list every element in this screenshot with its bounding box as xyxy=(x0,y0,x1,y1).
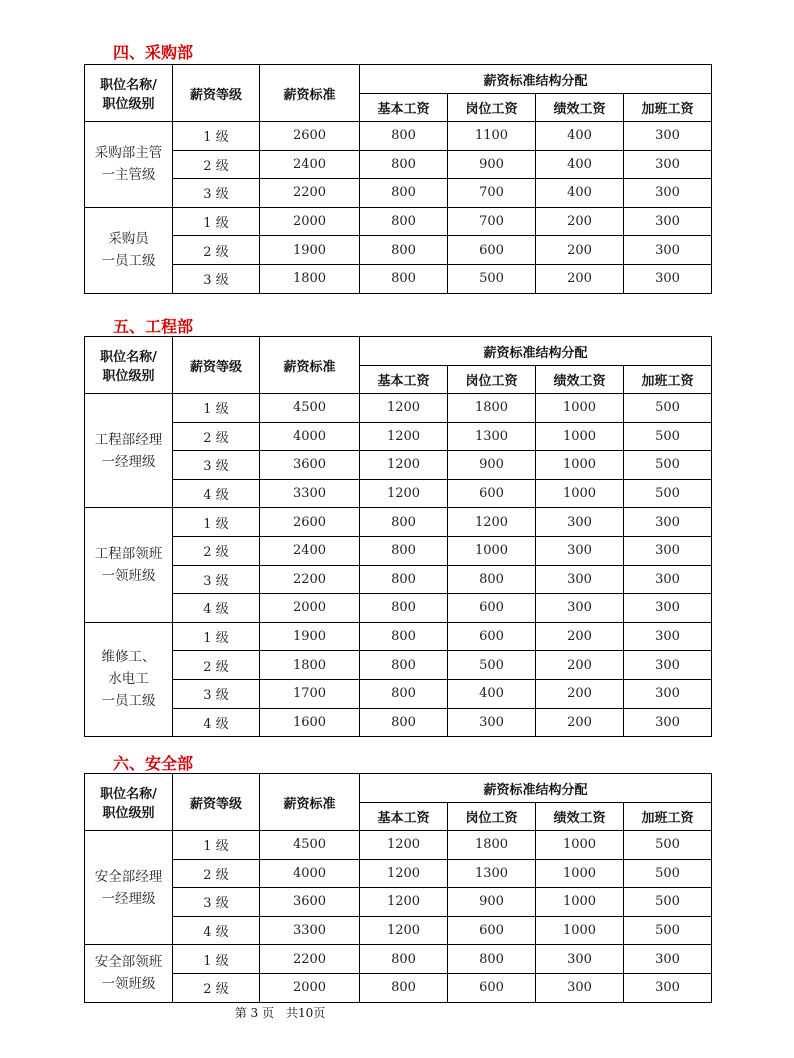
standard-cell: 2200 xyxy=(260,565,360,594)
grade-cell: 1 级 xyxy=(173,622,260,651)
header-basic: 基本工资 xyxy=(360,803,448,831)
grade-cell: 1 级 xyxy=(173,207,260,236)
standard-cell: 2600 xyxy=(260,122,360,151)
position-name-line: 一员工级 xyxy=(101,693,156,710)
basic-cell: 800 xyxy=(360,945,448,974)
overtime-cell: 300 xyxy=(624,122,712,151)
grade-cell: 3 级 xyxy=(173,679,260,708)
header-position-line: 职位级别 xyxy=(102,806,155,821)
header-position-line: 职位名称/ xyxy=(100,787,157,802)
position-name-line: 安全部领班 xyxy=(94,954,163,971)
performance-cell: 300 xyxy=(536,508,624,537)
position-name-line: 一主管级 xyxy=(101,167,156,184)
grade-cell: 2 级 xyxy=(173,236,260,265)
performance-cell: 300 xyxy=(536,594,624,623)
overtime-cell: 300 xyxy=(624,264,712,293)
page-footer: 第 3 页 共10页 xyxy=(234,1006,326,1020)
performance-cell: 300 xyxy=(536,973,624,1002)
post-cell: 600 xyxy=(448,236,536,265)
position-cell xyxy=(85,945,173,1002)
basic-cell: 800 xyxy=(360,179,448,208)
performance-cell: 1000 xyxy=(536,859,624,888)
performance-cell: 300 xyxy=(536,565,624,594)
overtime-cell: 300 xyxy=(624,945,712,974)
standard-cell: 2200 xyxy=(260,179,360,208)
post-cell: 700 xyxy=(448,207,536,236)
standard-cell: 2600 xyxy=(260,508,360,537)
basic-cell: 1200 xyxy=(360,888,448,917)
basic-cell: 800 xyxy=(360,973,448,1002)
header-grade: 薪资等级 xyxy=(173,337,260,394)
overtime-cell: 300 xyxy=(624,973,712,1002)
post-cell: 600 xyxy=(448,479,536,508)
section-title-engineering: 五、工程部 xyxy=(113,317,194,336)
overtime-cell: 500 xyxy=(624,888,712,917)
standard-cell: 3300 xyxy=(260,479,360,508)
header-performance: 绩效工资 xyxy=(536,94,624,122)
overtime-cell: 300 xyxy=(624,150,712,179)
table-row xyxy=(85,479,712,508)
basic-cell: 1200 xyxy=(360,831,448,860)
table-row xyxy=(85,945,712,974)
post-cell: 500 xyxy=(448,264,536,293)
overtime-cell: 300 xyxy=(624,179,712,208)
standard-cell: 1800 xyxy=(260,264,360,293)
position-name-line: 一领班级 xyxy=(101,976,156,993)
performance-cell: 400 xyxy=(536,122,624,151)
basic-cell: 1200 xyxy=(360,916,448,945)
header-structure: 薪资标准结构分配 xyxy=(360,65,712,94)
overtime-cell: 300 xyxy=(624,236,712,265)
position-name-line: 安全部经理 xyxy=(94,868,163,885)
basic-cell: 800 xyxy=(360,236,448,265)
basic-cell: 1200 xyxy=(360,394,448,423)
standard-cell: 1900 xyxy=(260,622,360,651)
performance-cell: 1000 xyxy=(536,479,624,508)
overtime-cell: 500 xyxy=(624,451,712,480)
position-name-line: 水电工 xyxy=(108,671,149,688)
performance-cell: 1000 xyxy=(536,422,624,451)
grade-cell: 3 级 xyxy=(173,888,260,917)
standard-cell: 3600 xyxy=(260,451,360,480)
overtime-cell: 300 xyxy=(624,508,712,537)
grade-cell: 2 级 xyxy=(173,973,260,1002)
performance-cell: 300 xyxy=(536,945,624,974)
overtime-cell: 300 xyxy=(624,594,712,623)
basic-cell: 800 xyxy=(360,594,448,623)
basic-cell: 800 xyxy=(360,508,448,537)
overtime-cell: 500 xyxy=(624,422,712,451)
standard-cell: 4500 xyxy=(260,394,360,423)
header-position xyxy=(85,65,173,122)
header-grade: 薪资等级 xyxy=(173,774,260,831)
table-row xyxy=(85,622,712,651)
grade-cell: 2 级 xyxy=(173,150,260,179)
position-cell xyxy=(85,508,173,622)
performance-cell: 200 xyxy=(536,679,624,708)
header-overtime: 加班工资 xyxy=(624,94,712,122)
basic-cell: 800 xyxy=(360,150,448,179)
post-cell: 900 xyxy=(448,150,536,179)
grade-cell: 3 级 xyxy=(173,264,260,293)
header-structure: 薪资标准结构分配 xyxy=(360,337,712,366)
grade-cell: 3 级 xyxy=(173,565,260,594)
header-post: 岗位工资 xyxy=(448,366,536,394)
table-row xyxy=(85,594,712,623)
position-name-line: 维修工、 xyxy=(101,649,156,666)
table-row xyxy=(85,451,712,480)
table-row xyxy=(85,264,712,293)
overtime-cell: 500 xyxy=(624,859,712,888)
grade-cell: 3 级 xyxy=(173,451,260,480)
table-row xyxy=(85,207,712,236)
post-cell: 600 xyxy=(448,973,536,1002)
standard-cell: 1900 xyxy=(260,236,360,265)
grade-cell: 2 级 xyxy=(173,859,260,888)
table-row xyxy=(85,150,712,179)
basic-cell: 800 xyxy=(360,622,448,651)
standard-cell: 4000 xyxy=(260,422,360,451)
performance-cell: 400 xyxy=(536,179,624,208)
position-name-line: 一员工级 xyxy=(101,253,156,270)
table-row xyxy=(85,973,712,1002)
performance-cell: 200 xyxy=(536,622,624,651)
header-standard: 薪资标准 xyxy=(260,65,360,122)
standard-cell: 3300 xyxy=(260,916,360,945)
performance-cell: 400 xyxy=(536,150,624,179)
post-cell: 500 xyxy=(448,651,536,680)
table-row xyxy=(85,888,712,917)
table-row xyxy=(85,179,712,208)
header-grade: 薪资等级 xyxy=(173,65,260,122)
overtime-cell: 300 xyxy=(624,679,712,708)
position-name-line: 一经理级 xyxy=(101,453,156,470)
post-cell: 400 xyxy=(448,679,536,708)
overtime-cell: 300 xyxy=(624,622,712,651)
standard-cell: 4000 xyxy=(260,859,360,888)
header-standard: 薪资标准 xyxy=(260,337,360,394)
performance-cell: 200 xyxy=(536,708,624,737)
basic-cell: 800 xyxy=(360,708,448,737)
standard-cell: 2000 xyxy=(260,207,360,236)
salary-table-procurement xyxy=(84,64,712,294)
post-cell: 900 xyxy=(448,888,536,917)
standard-cell: 1800 xyxy=(260,651,360,680)
basic-cell: 800 xyxy=(360,536,448,565)
grade-cell: 4 级 xyxy=(173,916,260,945)
grade-cell: 4 级 xyxy=(173,479,260,508)
performance-cell: 200 xyxy=(536,264,624,293)
standard-cell: 2400 xyxy=(260,536,360,565)
overtime-cell: 500 xyxy=(624,394,712,423)
overtime-cell: 500 xyxy=(624,479,712,508)
performance-cell: 300 xyxy=(536,536,624,565)
grade-cell: 4 级 xyxy=(173,594,260,623)
header-post: 岗位工资 xyxy=(448,803,536,831)
salary-table-security xyxy=(84,773,712,1003)
performance-cell: 1000 xyxy=(536,888,624,917)
position-name-line: 工程部领班 xyxy=(94,546,163,563)
position-cell xyxy=(85,122,173,208)
overtime-cell: 300 xyxy=(624,207,712,236)
header-basic: 基本工资 xyxy=(360,94,448,122)
position-name-line: 采购部主管 xyxy=(94,145,163,162)
position-name-line: 一领班级 xyxy=(101,568,156,585)
post-cell: 800 xyxy=(448,565,536,594)
header-performance: 绩效工资 xyxy=(536,366,624,394)
standard-cell: 1600 xyxy=(260,708,360,737)
post-cell: 1800 xyxy=(448,831,536,860)
standard-cell: 2000 xyxy=(260,973,360,1002)
section-title-security: 六、安全部 xyxy=(113,754,194,773)
standard-cell: 2000 xyxy=(260,594,360,623)
header-position-line: 职位名称/ xyxy=(100,350,157,365)
grade-cell: 1 级 xyxy=(173,508,260,537)
table-row xyxy=(85,859,712,888)
table-row xyxy=(85,236,712,265)
basic-cell: 1200 xyxy=(360,859,448,888)
header-standard: 薪资标准 xyxy=(260,774,360,831)
post-cell: 800 xyxy=(448,945,536,974)
basic-cell: 800 xyxy=(360,264,448,293)
performance-cell: 1000 xyxy=(536,394,624,423)
table-row xyxy=(85,708,712,737)
header-position-line: 职位名称/ xyxy=(100,78,157,93)
post-cell: 700 xyxy=(448,179,536,208)
basic-cell: 1200 xyxy=(360,479,448,508)
standard-cell: 4500 xyxy=(260,831,360,860)
table-row xyxy=(85,916,712,945)
performance-cell: 1000 xyxy=(536,916,624,945)
post-cell: 900 xyxy=(448,451,536,480)
table-row xyxy=(85,536,712,565)
position-name-line: 工程部经理 xyxy=(94,431,163,448)
grade-cell: 1 级 xyxy=(173,394,260,423)
post-cell: 1100 xyxy=(448,122,536,151)
header-post: 岗位工资 xyxy=(448,94,536,122)
header-position-line: 职位级别 xyxy=(102,97,155,112)
position-name-line: 一经理级 xyxy=(101,890,156,907)
header-overtime: 加班工资 xyxy=(624,366,712,394)
table-row xyxy=(85,394,712,423)
grade-cell: 2 级 xyxy=(173,651,260,680)
table-row xyxy=(85,122,712,151)
standard-cell: 2200 xyxy=(260,945,360,974)
table-row xyxy=(85,565,712,594)
performance-cell: 1000 xyxy=(536,831,624,860)
performance-cell: 200 xyxy=(536,651,624,680)
standard-cell: 1700 xyxy=(260,679,360,708)
overtime-cell: 300 xyxy=(624,651,712,680)
post-cell: 300 xyxy=(448,708,536,737)
basic-cell: 800 xyxy=(360,651,448,680)
header-performance: 绩效工资 xyxy=(536,803,624,831)
basic-cell: 800 xyxy=(360,679,448,708)
salary-table-engineering xyxy=(84,336,712,737)
table-row xyxy=(85,422,712,451)
basic-cell: 800 xyxy=(360,122,448,151)
grade-cell: 2 级 xyxy=(173,422,260,451)
header-position xyxy=(85,774,173,831)
standard-cell: 2400 xyxy=(260,150,360,179)
section-title-procurement: 四、采购部 xyxy=(113,43,194,62)
performance-cell: 200 xyxy=(536,236,624,265)
position-cell xyxy=(85,831,173,945)
table-row xyxy=(85,508,712,537)
header-structure: 薪资标准结构分配 xyxy=(360,774,712,803)
standard-cell: 3600 xyxy=(260,888,360,917)
grade-cell: 4 级 xyxy=(173,708,260,737)
post-cell: 1200 xyxy=(448,508,536,537)
post-cell: 600 xyxy=(448,622,536,651)
overtime-cell: 300 xyxy=(624,536,712,565)
basic-cell: 800 xyxy=(360,565,448,594)
grade-cell: 1 级 xyxy=(173,122,260,151)
post-cell: 600 xyxy=(448,916,536,945)
post-cell: 1000 xyxy=(448,536,536,565)
grade-cell: 1 级 xyxy=(173,831,260,860)
table-row xyxy=(85,831,712,860)
position-cell xyxy=(85,622,173,736)
position-name-line: 采购员 xyxy=(108,231,149,248)
grade-cell: 2 级 xyxy=(173,536,260,565)
basic-cell: 1200 xyxy=(360,451,448,480)
overtime-cell: 300 xyxy=(624,565,712,594)
header-overtime: 加班工资 xyxy=(624,803,712,831)
grade-cell: 1 级 xyxy=(173,945,260,974)
header-position xyxy=(85,337,173,394)
overtime-cell: 500 xyxy=(624,831,712,860)
table-row xyxy=(85,651,712,680)
grade-cell: 3 级 xyxy=(173,179,260,208)
basic-cell: 1200 xyxy=(360,422,448,451)
overtime-cell: 500 xyxy=(624,916,712,945)
table-row xyxy=(85,679,712,708)
post-cell: 1800 xyxy=(448,394,536,423)
basic-cell: 800 xyxy=(360,207,448,236)
header-basic: 基本工资 xyxy=(360,366,448,394)
position-cell xyxy=(85,394,173,508)
performance-cell: 200 xyxy=(536,207,624,236)
overtime-cell: 300 xyxy=(624,708,712,737)
position-cell xyxy=(85,207,173,293)
post-cell: 600 xyxy=(448,594,536,623)
post-cell: 1300 xyxy=(448,422,536,451)
post-cell: 1300 xyxy=(448,859,536,888)
header-position-line: 职位级别 xyxy=(102,369,155,384)
performance-cell: 1000 xyxy=(536,451,624,480)
